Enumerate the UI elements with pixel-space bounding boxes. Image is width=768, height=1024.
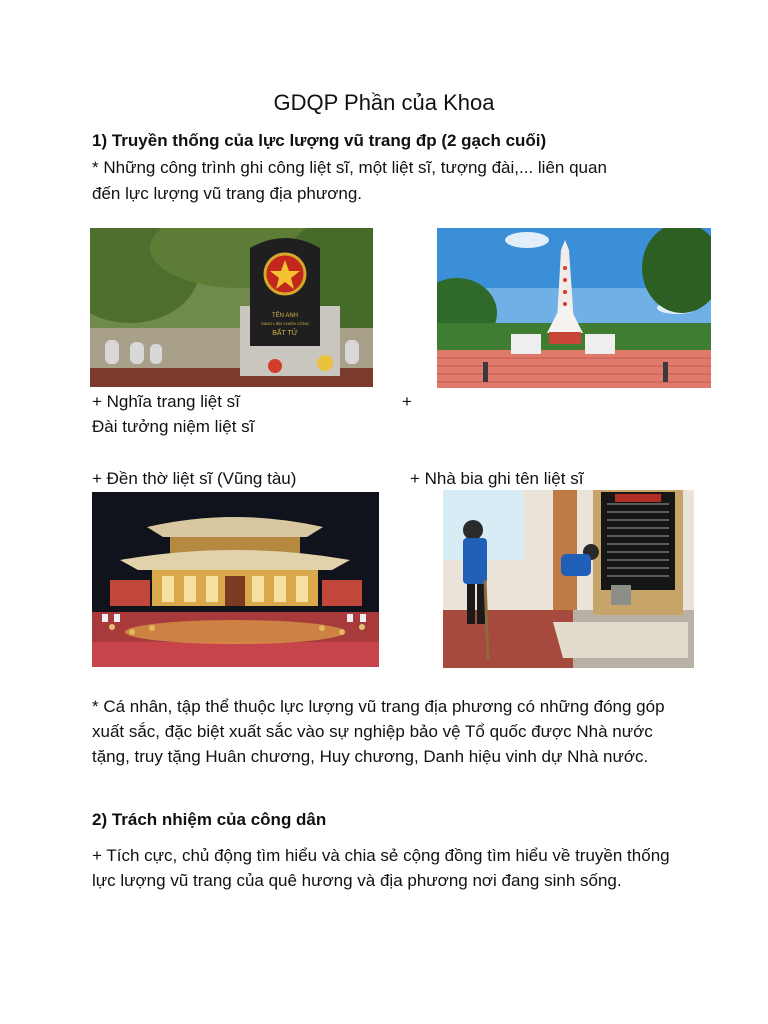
inscription-line3: BẤT TỬ [272, 330, 298, 337]
caption-memorial: Đài tưởng niệm liệt sĩ [92, 417, 255, 436]
temple-photo [92, 492, 379, 667]
stele-house-photo [443, 490, 694, 668]
caption-plus-marker: + [402, 392, 412, 411]
section1-paragraph: * Cá nhân, tập thể thuộc lực lượng vũ trang địa phương có những đóng góp xuất sắc, đặc biệt xuất sắc vào sự nghiệp bảo vệ Tổ quốc được Nhà nước tặng, truy tặng Huân chương, Huy chương, Danh hiệu vinh dự Nhà nước. [92, 697, 665, 766]
caption-cemetery: + Nghĩa trang liệt sĩ [92, 392, 240, 411]
cemetery-photo [90, 228, 373, 387]
section1-heading: 1) Truyền thống của lực lượng vũ trang đp (2 gạch cuối) [92, 131, 547, 150]
memorial-monument-photo [437, 228, 711, 388]
document-title: GDQP Phần của Khoa [273, 90, 495, 115]
section1-intro-line1: * Những công trình ghi công liệt sĩ, một liệt sĩ, tượng đài,... liên quan [92, 158, 607, 177]
inscription-line2: SÁNG LIÊN CHIẾN CÔNG [260, 321, 310, 326]
inscription-line1: TÊN ANH [271, 313, 299, 319]
section2-heading: 2) Trách nhiệm của công dân [92, 810, 327, 829]
caption-stele-house: + Nhà bia ghi tên liệt sĩ [410, 469, 584, 488]
section1-intro-line2: đến lực lượng vũ trang địa phương. [92, 184, 363, 203]
section2-paragraph: + Tích cực, chủ động tìm hiểu và chia sẻ cộng đồng tìm hiểu về truyền thống lực lượng vũ trang của quê hương và địa phương nơi đang sinh sống. [92, 846, 670, 890]
caption-temple: + Đền thờ liệt sĩ (Vũng tàu) [92, 469, 297, 488]
